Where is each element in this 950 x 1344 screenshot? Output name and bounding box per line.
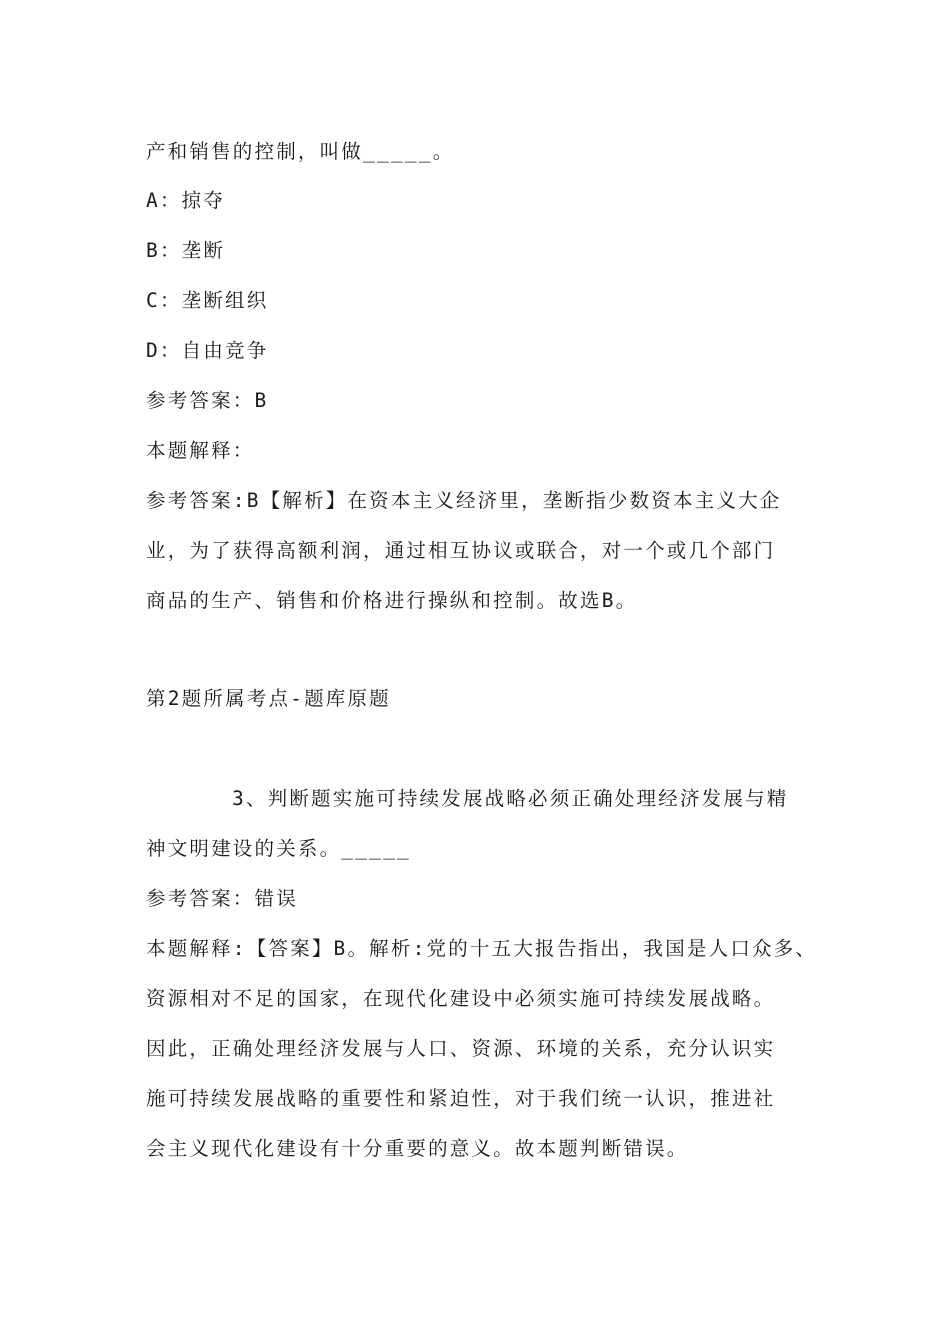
q3-stem-line-2: 神文明建设的关系。_____: [146, 837, 412, 860]
q2-answer: 参考答案：B: [146, 389, 269, 412]
q2-option-a: A：掠夺: [146, 189, 226, 212]
q2-explanation-line-3: 商品的生产、销售和价格进行操纵和控制。故选B。: [146, 589, 638, 612]
q2-option-d: D：自由竞争: [146, 339, 269, 362]
q3-explanation-line-3: 因此，正确处理经济发展与人口、资源、环境的关系，充分认识实: [146, 1037, 776, 1060]
q2-explanation-label: 本题解释：: [146, 439, 255, 462]
q3-explanation-line-5: 会主义现代化建设有十分重要的意义。故本题判断错误。: [146, 1137, 689, 1160]
q3-answer: 参考答案：错误: [146, 887, 298, 910]
q3-explanation-line-4: 施可持续发展战略的重要性和紧迫性，对于我们统一认识，推进社: [146, 1087, 776, 1110]
q3-explanation-line-1: 本题解释:【答案】B。解析:党的十五大报告指出，我国是人口众多、: [146, 937, 818, 960]
q2-option-c: C：垄断组织: [146, 289, 269, 312]
q2-stem-tail: 产和销售的控制，叫做_____。: [146, 140, 455, 163]
q2-topic: 第2题所属考点-题库原题: [146, 687, 391, 710]
q3-explanation-line-2: 资源相对不足的国家，在现代化建设中必须实施可持续发展战略。: [146, 987, 776, 1010]
q3-stem-line-1: 3、判断题实施可持续发展战略必须正确处理经济发展与精: [232, 787, 789, 810]
q2-explanation-line-2: 业，为了获得高额利润，通过相互协议或联合，对一个或几个部门: [146, 539, 776, 562]
q2-explanation-line-1: 参考答案:B【解析】在资本主义经济里，垄断指少数资本主义大企: [146, 489, 782, 512]
q2-option-b: B：垄断: [146, 239, 226, 262]
